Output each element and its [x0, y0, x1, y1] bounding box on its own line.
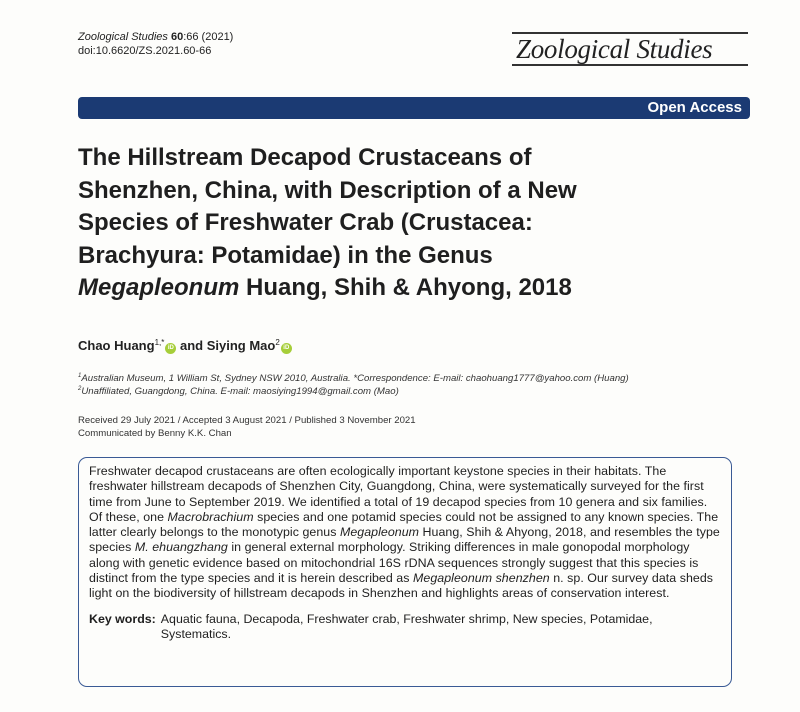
article-title — [78, 142, 758, 305]
abstract-taxon: M. ehuangzhang — [134, 540, 228, 555]
abstract-segment: species and one potamid species could not be assigned to any known species. The latter clearly belongs to the monotypic genus — [89, 509, 719, 540]
title-line-4: Brachyura: Potamidae) in the Genus — [78, 241, 493, 269]
citation-doi: doi:10.6620/ZS.2021.60-66 — [78, 45, 212, 57]
abstract-segment: n. sp. Our survey data sheds light on the biodiversity of hillstream decapods in Shenzhen and highlights areas of conservation interest. — [89, 571, 714, 601]
citation-block — [78, 30, 233, 58]
abstract-box — [78, 457, 732, 687]
communicated-by: Communicated by Benny K.K. Chan — [78, 427, 232, 439]
author-1-affiliation-mark: 1,* — [154, 338, 165, 347]
keywords-list: Aquatic fauna, Decapoda, Freshwater crab, Freshwater shrimp, New species, Potamidae, Systematics. — [160, 611, 653, 641]
abstract-segment: Huang, Shih & Ahyong, 2018, and resembles the type species — [89, 525, 720, 555]
keywords-label: Key words: — [89, 611, 156, 626]
citation-line — [78, 30, 233, 44]
author-name-2: Siying Mao — [206, 338, 276, 353]
citation-journal: Zoological Studies — [78, 31, 168, 43]
affiliation-1-text: Australian Museum, 1 William St, Sydney NSW 2010, Australia. *Correspondence: E-mail: chaohuang1777@yahoo.com (Huang) — [81, 373, 629, 384]
affiliation-2 — [78, 385, 629, 398]
open-access-banner — [78, 97, 750, 119]
affiliation-2-number: 2 — [78, 386, 82, 392]
title-line-3: Species of Freshwater Crab (Crustacea: — [78, 209, 533, 236]
publication-dates — [78, 415, 416, 440]
open-access-label: Open Access — [647, 99, 742, 116]
affiliation-1 — [78, 372, 629, 385]
keywords — [89, 612, 721, 642]
title-authority: Huang, Shih & Ahyong, 2018 — [239, 274, 572, 301]
abstract-segment: Freshwater decapod crustaceans are often ecologically important keystone species in their habitats. The freshwater hillstream decapods of Shenzhen City, Guangdong, China, were systematically surveyed for the first time from June to September 2019. We identified a total of 19 decapod species from 10 genera and six families. Of these, one — [89, 464, 708, 524]
orcid-icon[interactable]: iD — [281, 343, 292, 354]
affiliation-2-text: Unaffiliated, Guangdong, China. E-mail: maosiying1994@gmail.com (Mao) — [81, 386, 399, 397]
abstract-taxon: Megapleonum — [339, 525, 420, 540]
title-genus: Megapleonum — [78, 274, 240, 301]
journal-logo: Zoological Studies — [512, 32, 748, 66]
author-name-1: Chao Huang — [78, 338, 155, 353]
orcid-icon[interactable]: iD — [165, 343, 176, 354]
received-accepted-published: Received 29 July 2021 / Accepted 3 August 2021 / Published 3 November 2021 — [78, 415, 416, 426]
affiliations — [78, 372, 629, 398]
author-2-affiliation-mark: 2 — [275, 338, 280, 347]
abstract-taxon: Macrobrachium — [167, 509, 254, 524]
affiliation-1-number: 1 — [78, 373, 82, 379]
author-connector: and — [176, 338, 207, 353]
citation-volume: 60 — [170, 31, 184, 43]
abstract-segment: in general external morphology. Striking differences in male gonopodal morphology along with genetic evidence based on mitochondrial 16S rDNA sequences strongly suggest that this species is distinct from the type species and it is herein described as — [89, 540, 699, 586]
citation-article: :66 (2021) — [183, 31, 234, 43]
title-line-1: The Hillstream Decapod Crustaceans of — [78, 144, 532, 171]
author-list — [78, 337, 292, 355]
title-line-2: Shenzhen, China, with Description of a New — [78, 176, 577, 204]
abstract-text — [89, 464, 721, 602]
abstract-taxon: Megapleonum shenzhen — [413, 571, 550, 586]
